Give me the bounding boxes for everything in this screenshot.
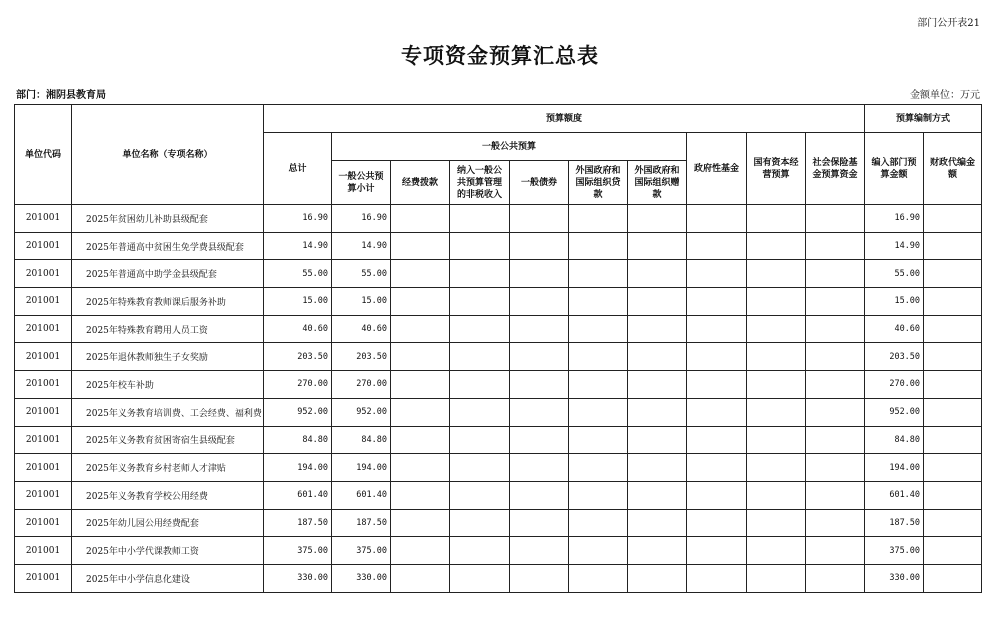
cell-non-tax-income [450, 481, 510, 509]
cell-gov-fund [687, 398, 747, 426]
cell-foreign-grants [628, 537, 687, 565]
cell-non-tax-income [450, 343, 510, 371]
cell-foreign-loans [569, 232, 628, 260]
cell-foreign-loans [569, 205, 628, 233]
cell-unit-code: 201001 [15, 426, 72, 454]
cell-dept-budget: 952.00 [865, 398, 924, 426]
cell-foreign-grants [628, 481, 687, 509]
cell-funding-allocation [391, 371, 450, 399]
cell-foreign-grants [628, 232, 687, 260]
table-row [15, 371, 982, 399]
cell-funding-allocation [391, 288, 450, 316]
cell-social-insurance [806, 564, 865, 592]
cell-foreign-grants [628, 260, 687, 288]
table-row [15, 205, 982, 233]
table-header [15, 105, 982, 205]
table-row [15, 481, 982, 509]
cell-foreign-grants [628, 288, 687, 316]
cell-foreign-loans [569, 537, 628, 565]
cell-gov-fund [687, 315, 747, 343]
department-label: 部门：湘阴县教育局 [16, 90, 106, 101]
header-dept-budget: 编入部门预算金额 [865, 133, 924, 205]
cell-unit-code: 201001 [15, 232, 72, 260]
cell-general-bonds [510, 232, 569, 260]
cell-gpb-subtotal: 270.00 [332, 371, 391, 399]
page-title: 专项资金预算汇总表 [401, 44, 599, 68]
table-body [15, 205, 982, 593]
cell-gpb-subtotal: 55.00 [332, 260, 391, 288]
cell-foreign-grants [628, 315, 687, 343]
cell-state-capital [747, 426, 806, 454]
cell-unit-name: 2025年幼儿园公用经费配套 [72, 509, 264, 537]
cell-dept-budget: 55.00 [865, 260, 924, 288]
header-unit-name: 单位名称（专项名称） [72, 105, 264, 205]
cell-general-bonds [510, 537, 569, 565]
table-row [15, 454, 982, 482]
cell-gpb-subtotal: 40.60 [332, 315, 391, 343]
cell-gpb-subtotal: 15.00 [332, 288, 391, 316]
cell-total: 187.50 [264, 509, 332, 537]
cell-state-capital [747, 288, 806, 316]
cell-general-bonds [510, 315, 569, 343]
cell-gov-fund [687, 426, 747, 454]
header-foreign-loans: 外国政府和国际组织贷款 [569, 161, 628, 205]
cell-funding-allocation [391, 260, 450, 288]
cell-unit-code: 201001 [15, 315, 72, 343]
cell-general-bonds [510, 371, 569, 399]
cell-unit-code: 201001 [15, 205, 72, 233]
cell-finance-agency [924, 564, 982, 592]
cell-non-tax-income [450, 260, 510, 288]
cell-foreign-loans [569, 564, 628, 592]
header-gov-fund: 政府性基金 [687, 133, 747, 205]
cell-funding-allocation [391, 454, 450, 482]
cell-finance-agency [924, 371, 982, 399]
cell-gpb-subtotal: 952.00 [332, 398, 391, 426]
cell-unit-code: 201001 [15, 260, 72, 288]
cell-funding-allocation [391, 315, 450, 343]
cell-state-capital [747, 537, 806, 565]
cell-non-tax-income [450, 288, 510, 316]
table-row [15, 343, 982, 371]
cell-foreign-grants [628, 564, 687, 592]
cell-gpb-subtotal: 14.90 [332, 232, 391, 260]
cell-non-tax-income [450, 454, 510, 482]
cell-social-insurance [806, 481, 865, 509]
cell-unit-name: 2025年特殊教育聘用人员工资 [72, 315, 264, 343]
table-row [15, 260, 982, 288]
table-row [15, 288, 982, 316]
cell-total: 203.50 [264, 343, 332, 371]
cell-funding-allocation [391, 564, 450, 592]
cell-social-insurance [806, 398, 865, 426]
table-row [15, 537, 982, 565]
cell-unit-name: 2025年退休教师独生子女奖励 [72, 343, 264, 371]
table-row [15, 232, 982, 260]
cell-social-insurance [806, 371, 865, 399]
cell-gpb-subtotal: 601.40 [332, 481, 391, 509]
form-number: 部门公开表21 [917, 18, 980, 29]
cell-social-insurance [806, 426, 865, 454]
cell-gov-fund [687, 454, 747, 482]
header-funding-allocation: 经费拨款 [391, 161, 450, 205]
cell-gov-fund [687, 537, 747, 565]
cell-gov-fund [687, 509, 747, 537]
cell-dept-budget: 40.60 [865, 315, 924, 343]
cell-gpb-subtotal: 203.50 [332, 343, 391, 371]
table-row [15, 426, 982, 454]
cell-state-capital [747, 371, 806, 399]
cell-social-insurance [806, 315, 865, 343]
cell-unit-code: 201001 [15, 371, 72, 399]
cell-state-capital [747, 343, 806, 371]
cell-dept-budget: 14.90 [865, 232, 924, 260]
cell-finance-agency [924, 343, 982, 371]
cell-general-bonds [510, 564, 569, 592]
cell-social-insurance [806, 232, 865, 260]
cell-unit-code: 201001 [15, 564, 72, 592]
cell-funding-allocation [391, 343, 450, 371]
cell-foreign-loans [569, 398, 628, 426]
cell-social-insurance [806, 454, 865, 482]
cell-total: 375.00 [264, 537, 332, 565]
cell-gpb-subtotal: 84.80 [332, 426, 391, 454]
cell-dept-budget: 187.50 [865, 509, 924, 537]
cell-foreign-grants [628, 371, 687, 399]
cell-non-tax-income [450, 398, 510, 426]
cell-dept-budget: 16.90 [865, 205, 924, 233]
cell-finance-agency [924, 537, 982, 565]
cell-foreign-loans [569, 315, 628, 343]
cell-unit-name: 2025年义务教育贫困寄宿生县级配套 [72, 426, 264, 454]
cell-finance-agency [924, 260, 982, 288]
cell-gov-fund [687, 260, 747, 288]
cell-finance-agency [924, 398, 982, 426]
cell-gpb-subtotal: 330.00 [332, 564, 391, 592]
cell-total: 952.00 [264, 398, 332, 426]
cell-social-insurance [806, 205, 865, 233]
cell-foreign-loans [569, 426, 628, 454]
cell-finance-agency [924, 426, 982, 454]
cell-gpb-subtotal: 16.90 [332, 205, 391, 233]
cell-non-tax-income [450, 371, 510, 399]
cell-total: 270.00 [264, 371, 332, 399]
cell-foreign-grants [628, 398, 687, 426]
cell-state-capital [747, 564, 806, 592]
header-gpb-subtotal: 一般公共预算小计 [332, 161, 391, 205]
cell-gpb-subtotal: 375.00 [332, 537, 391, 565]
cell-state-capital [747, 232, 806, 260]
cell-finance-agency [924, 509, 982, 537]
header-state-capital: 国有资本经营预算 [747, 133, 806, 205]
header-general-public-budget: 一般公共预算 [332, 133, 687, 161]
cell-finance-agency [924, 288, 982, 316]
cell-finance-agency [924, 232, 982, 260]
cell-dept-budget: 601.40 [865, 481, 924, 509]
cell-unit-name: 2025年义务教育学校公用经费 [72, 481, 264, 509]
cell-state-capital [747, 315, 806, 343]
cell-foreign-grants [628, 454, 687, 482]
cell-finance-agency [924, 481, 982, 509]
cell-funding-allocation [391, 537, 450, 565]
cell-dept-budget: 194.00 [865, 454, 924, 482]
cell-general-bonds [510, 454, 569, 482]
cell-foreign-grants [628, 343, 687, 371]
table-row [15, 398, 982, 426]
cell-total: 330.00 [264, 564, 332, 592]
cell-unit-code: 201001 [15, 537, 72, 565]
cell-state-capital [747, 398, 806, 426]
cell-non-tax-income [450, 315, 510, 343]
cell-unit-name: 2025年普通高中助学金县级配套 [72, 260, 264, 288]
cell-dept-budget: 84.80 [865, 426, 924, 454]
cell-funding-allocation [391, 509, 450, 537]
cell-general-bonds [510, 398, 569, 426]
cell-state-capital [747, 509, 806, 537]
header-general-bonds: 一般债券 [510, 161, 569, 205]
cell-total: 16.90 [264, 205, 332, 233]
header-finance-agency: 财政代编金额 [924, 133, 982, 205]
header-budget-amount: 预算额度 [264, 105, 865, 133]
cell-unit-code: 201001 [15, 398, 72, 426]
cell-foreign-loans [569, 288, 628, 316]
cell-general-bonds [510, 288, 569, 316]
cell-gov-fund [687, 343, 747, 371]
cell-gov-fund [687, 371, 747, 399]
cell-foreign-loans [569, 509, 628, 537]
cell-unit-code: 201001 [15, 454, 72, 482]
table-row [15, 564, 982, 592]
cell-total: 194.00 [264, 454, 332, 482]
cell-unit-name: 2025年特殊教育教师课后服务补助 [72, 288, 264, 316]
cell-unit-name: 2025年中小学信息化建设 [72, 564, 264, 592]
cell-unit-name: 2025年校车补助 [72, 371, 264, 399]
cell-general-bonds [510, 260, 569, 288]
cell-non-tax-income [450, 205, 510, 233]
cell-funding-allocation [391, 426, 450, 454]
cell-total: 55.00 [264, 260, 332, 288]
cell-foreign-loans [569, 371, 628, 399]
cell-non-tax-income [450, 509, 510, 537]
cell-state-capital [747, 454, 806, 482]
cell-social-insurance [806, 509, 865, 537]
cell-gov-fund [687, 232, 747, 260]
cell-non-tax-income [450, 537, 510, 565]
cell-total: 84.80 [264, 426, 332, 454]
cell-dept-budget: 203.50 [865, 343, 924, 371]
cell-gov-fund [687, 564, 747, 592]
cell-gov-fund [687, 481, 747, 509]
cell-gpb-subtotal: 187.50 [332, 509, 391, 537]
cell-foreign-grants [628, 509, 687, 537]
budget-table [14, 104, 982, 593]
cell-funding-allocation [391, 205, 450, 233]
header-foreign-grants: 外国政府和国际组织赠款 [628, 161, 687, 205]
cell-foreign-loans [569, 481, 628, 509]
cell-state-capital [747, 205, 806, 233]
cell-unit-name: 2025年普通高中贫困生免学费县级配套 [72, 232, 264, 260]
cell-state-capital [747, 260, 806, 288]
cell-unit-name: 2025年中小学代课教师工资 [72, 537, 264, 565]
cell-social-insurance [806, 537, 865, 565]
amount-unit-label: 金额单位：万元 [910, 90, 980, 101]
cell-unit-name: 2025年贫困幼儿补助县级配套 [72, 205, 264, 233]
header-budget-method: 预算编制方式 [865, 105, 982, 133]
table-row [15, 315, 982, 343]
cell-finance-agency [924, 454, 982, 482]
cell-unit-name: 2025年义务教育乡村老师人才津贴 [72, 454, 264, 482]
cell-general-bonds [510, 426, 569, 454]
cell-non-tax-income [450, 564, 510, 592]
cell-social-insurance [806, 343, 865, 371]
cell-foreign-loans [569, 343, 628, 371]
cell-foreign-loans [569, 454, 628, 482]
header-social-insurance: 社会保险基金预算资金 [806, 133, 865, 205]
cell-state-capital [747, 481, 806, 509]
cell-foreign-loans [569, 260, 628, 288]
cell-general-bonds [510, 343, 569, 371]
cell-dept-budget: 330.00 [865, 564, 924, 592]
cell-gov-fund [687, 205, 747, 233]
cell-total: 15.00 [264, 288, 332, 316]
header-total: 总计 [264, 133, 332, 205]
cell-unit-code: 201001 [15, 509, 72, 537]
cell-finance-agency [924, 205, 982, 233]
cell-non-tax-income [450, 426, 510, 454]
cell-dept-budget: 270.00 [865, 371, 924, 399]
cell-funding-allocation [391, 398, 450, 426]
cell-funding-allocation [391, 481, 450, 509]
cell-dept-budget: 15.00 [865, 288, 924, 316]
cell-unit-name: 2025年义务教育培训费、工会经费、福利费 [72, 398, 264, 426]
cell-foreign-grants [628, 426, 687, 454]
cell-non-tax-income [450, 232, 510, 260]
cell-foreign-grants [628, 205, 687, 233]
cell-unit-code: 201001 [15, 481, 72, 509]
cell-general-bonds [510, 509, 569, 537]
cell-finance-agency [924, 315, 982, 343]
cell-general-bonds [510, 205, 569, 233]
cell-gov-fund [687, 288, 747, 316]
header-non-tax-income: 纳入一般公共预算管理的非税收入 [450, 161, 510, 205]
cell-unit-code: 201001 [15, 343, 72, 371]
cell-gpb-subtotal: 194.00 [332, 454, 391, 482]
cell-dept-budget: 375.00 [865, 537, 924, 565]
cell-social-insurance [806, 288, 865, 316]
cell-funding-allocation [391, 232, 450, 260]
cell-social-insurance [806, 260, 865, 288]
cell-total: 601.40 [264, 481, 332, 509]
cell-total: 40.60 [264, 315, 332, 343]
header-unit-code: 单位代码 [15, 105, 72, 205]
cell-general-bonds [510, 481, 569, 509]
table-row [15, 509, 982, 537]
cell-total: 14.90 [264, 232, 332, 260]
cell-unit-code: 201001 [15, 288, 72, 316]
